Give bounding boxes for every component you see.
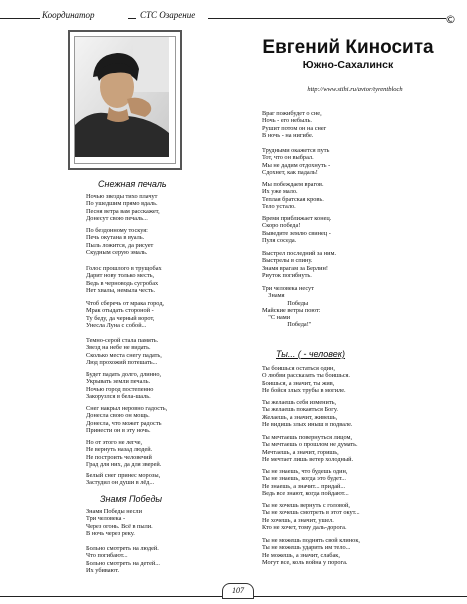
poem-title-snow-sadness: Снежная печаль	[98, 179, 167, 189]
poem-stanza: Больно смотреть на людей. Что погибают... Больно смотреть на детей... Их убивают.	[86, 545, 160, 574]
header-rule-right	[208, 18, 446, 19]
poem-stanza: Ты не хочешь вернуть с головой, Ты не хочешь смотреть в этот окут... Не хочешь, а значит, ушел. Кто не хочет, тому даль-дорога.	[262, 502, 360, 531]
poem-stanza: Ты боишься остаться один, О любви рассказать ты боишься. Боишься, а значит, ты жив, Не бойся злых трубы в могиле.	[262, 365, 350, 394]
author-city: Южно-Сахалинск	[302, 59, 394, 71]
poem-stanza: Ночью звезды тихо плачут По ушедшим прямо вдаль. Песня ветра вам расскажет, Донесут свою печаль...	[86, 193, 160, 222]
poem-stanza: Чтоб сберечь от мрака город, Мрак отыдать стороной - Ту беду, да черный ворот, Унесла Луна с собой...	[86, 300, 164, 329]
author-url[interactable]: http://www.stihi.ru/avtor/tyrentbloch	[307, 86, 403, 93]
author-photo	[68, 30, 182, 170]
poem-stanza-final: Три человека несут Знамя Победы Майские ветры поют: "С нами Победа!"	[262, 285, 321, 329]
poem-stanza: Знамя Победы несли Три человека - Через огонь. Всё в пыли. В ночь через реку.	[86, 508, 153, 537]
header-coordinator-label: Координатор	[42, 10, 95, 20]
header-rule-left	[0, 18, 40, 19]
poem-stanza: Выстрел последний за ним. Выстрелы в спину. Знамя врагам за Берлин! Риуток погибнуть.	[262, 250, 337, 279]
poem-stanza: Ты не знаешь, что будешь один, Ты не знаешь, когда это будет... Не знаешь, а значит... придай... Ведь все знают, когда пойдают...	[262, 468, 349, 497]
author-name: Евгений Киносита	[262, 37, 434, 58]
poem-title-victory-banner: Знамя Победы	[100, 494, 163, 504]
poem-stanza: Время приближает конец. Скоро победа! Выведите землю свинец - Пуля соседа.	[262, 215, 332, 244]
poem-stanza: Снег накрыл неровно гадость, Донесла свою он мощь. Донесла, что может радость Принести он в эту ночь.	[86, 405, 168, 434]
poem-stanza: Ты мечтаешь повернуться лицом, Ты мечтаешь о прошлом не думать. Мечтаешь, а значит, горишь, Не мечтает лишь ветер холодный.	[262, 434, 358, 463]
poem-stanza: Голос прошлого в трущобах Дарит нову только месть, Ведь в черноводь сугробах Нет хвалы, немыла честь.	[86, 265, 162, 294]
poem-stanza: Мы побеждаем врагов. Их уже мало. Теплая братская кровь. Тело устало.	[262, 181, 324, 210]
poem-stanza: Враг пожибудет о сне, Ночь - его небыль. Рушит потом он на снег В ночь - на нигибе.	[262, 110, 327, 139]
page-number: 107	[222, 583, 254, 599]
poem-stanza: Трудными окажется путь Тот, что он выбрал. Мы не дадим отдохнуть - Сдохнет, как падаль!	[262, 147, 331, 176]
poem-stanza: Но от этого не легче, Не вернуть назад людей. Не построить человечий Град для них, да для зверей.	[86, 439, 162, 468]
poem-stanza: Белый снег принес морозы, Застудил он души в лёд...	[86, 472, 161, 487]
poem-stanza: Ты желаешь себя изменить, Ты желаешь покаяться Богу. Желаешь, а значит, живешь, Не видишь злых иныш в подвале.	[262, 399, 353, 428]
header-rule-mid	[128, 18, 136, 19]
poem-stanza: Будет падать долго, длинно, Укрывать земли печаль. Ночью город постепенно Закорузлся в бела-шаль.	[86, 371, 162, 400]
portrait-image	[75, 37, 169, 157]
poem-title-you-human: Ты... ( - человек)	[276, 349, 346, 359]
copyright-icon: ©	[445, 13, 456, 26]
poem-stanza: Темно-серой стала память. Звезд на небе не видать. Сколько места снегу падать, Люд прохожий потешать...	[86, 337, 162, 366]
header-magazine-label: СТС Озарение	[140, 10, 196, 20]
poem-stanza: Ты не можешь поднять свой клинок, Ты не можешь ударить им тело... Не можешь, а значит, слабак, Могут все, коль война у порога.	[262, 537, 360, 566]
poem-stanza: По бездонному тоскуя: Печь окутана в вуаль. Пыль ложится, да рисует Скудным серую эмаль.	[86, 227, 154, 256]
